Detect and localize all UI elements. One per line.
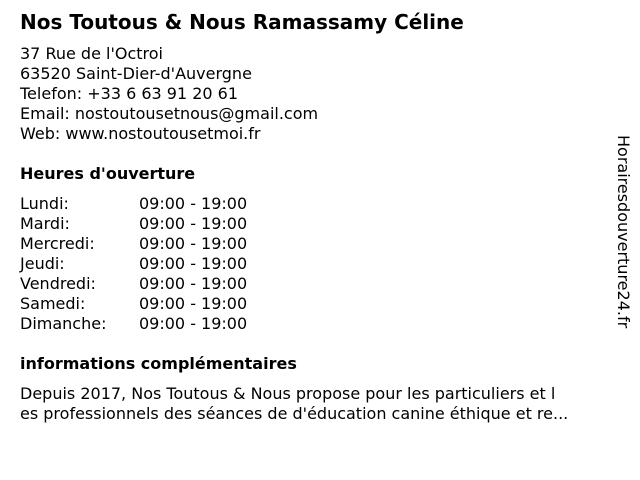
info-line: es professionnels des séances de d'éducation canine éthique et re... (20, 404, 569, 423)
time-range: 09:00 - 19:00 (139, 194, 248, 213)
day-label: Samedi: (20, 294, 86, 313)
street-address: 37 Rue de l'Octroi (20, 44, 163, 63)
info-heading: informations complémentaires (20, 354, 297, 373)
info-line: Depuis 2017, Nos Toutous & Nous propose pour les particuliers et l (20, 384, 556, 403)
time-range: 09:00 - 19:00 (139, 234, 248, 253)
day-label: Vendredi: (20, 274, 96, 293)
day-label: Jeudi: (20, 254, 65, 273)
city-address: 63520 Saint-Dier-d'Auvergne (20, 64, 252, 83)
day-label: Lundi: (20, 194, 69, 213)
phone-number: Telefon: +33 6 63 91 20 61 (20, 84, 239, 103)
website: Web: www.nostoutousetmoi.fr (20, 124, 261, 143)
contact-block (20, 44, 318, 144)
hours-heading: Heures d'ouverture (20, 164, 196, 183)
business-name: Nos Toutous & Nous Ramassamy Céline (20, 10, 464, 34)
time-range: 09:00 - 19:00 (139, 314, 248, 333)
email-address: Email: nostoutousetnous@gmail.com (20, 104, 319, 123)
day-label: Mardi: (20, 214, 70, 233)
time-range: 09:00 - 19:00 (139, 254, 248, 273)
day-label: Mercredi: (20, 234, 95, 253)
time-range: 09:00 - 19:00 (139, 274, 248, 293)
info-description (20, 384, 616, 424)
day-label: Dimanche: (20, 314, 107, 333)
watermark-text: Horairesdouverture24.fr (614, 135, 633, 329)
time-range: 09:00 - 19:00 (139, 214, 248, 233)
time-range: 09:00 - 19:00 (139, 294, 248, 313)
